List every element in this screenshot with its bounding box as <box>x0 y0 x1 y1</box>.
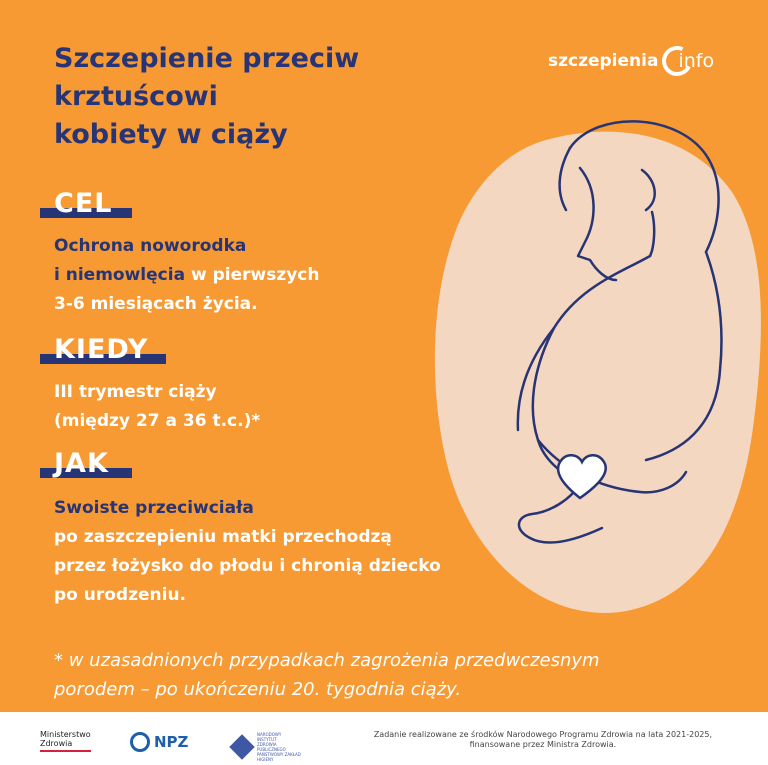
brand-ring-icon <box>658 42 696 80</box>
brand-logo <box>548 46 714 76</box>
section-text-kiedy: III trymestr ciąży (między 27 a 36 t.c.)* <box>54 382 261 431</box>
silhouette-shape <box>435 132 761 613</box>
npz-mark-icon <box>130 732 150 752</box>
nih-logo-text: NARODOWY INSTYTUT ZDROWIA PUBLICZNEGO PAŃSTWOWY ZAKŁAD HIGIENY <box>257 732 301 762</box>
ministry-logo: Ministerstwo Zdrowia <box>40 730 91 752</box>
nih-logo <box>233 732 301 762</box>
section-header-cel: CEL <box>40 192 132 218</box>
section-text-cel: Ochrona noworodka i niemowlęcia w pierwszych 3-6 miesiącach życia. <box>54 236 320 314</box>
section-header-jak: JAK <box>40 452 132 478</box>
footer-strip <box>0 712 768 765</box>
pregnant-woman-illustration <box>420 100 768 620</box>
footnote: * w uzasadnionych przypadkach zagrożenia przedwczesnym porodem – po ukończeniu 20. tygodnia ciąży. <box>54 650 600 700</box>
page-title: Szczepienie przeciw krztuścowi kobiety w ciąży <box>54 43 360 150</box>
section-text-jak: Swoiste przeciwciała po zaszczepieniu matki przechodzą przez łożysko do płodu i chronią dziecko po urodzeniu. <box>54 498 441 605</box>
brand-name: szczepienia <box>548 51 659 71</box>
funding-credit: Zadanie realizowane ze środków Narodowego Programu Zdrowia na lata 2021-2025, finansowane przez Ministra Zdrowia. <box>373 730 712 749</box>
npz-logo: NPZ <box>130 732 188 752</box>
brand-suffix: info <box>678 50 715 72</box>
nih-mark-icon <box>229 734 254 759</box>
section-header-kiedy: KIEDY <box>40 338 166 364</box>
